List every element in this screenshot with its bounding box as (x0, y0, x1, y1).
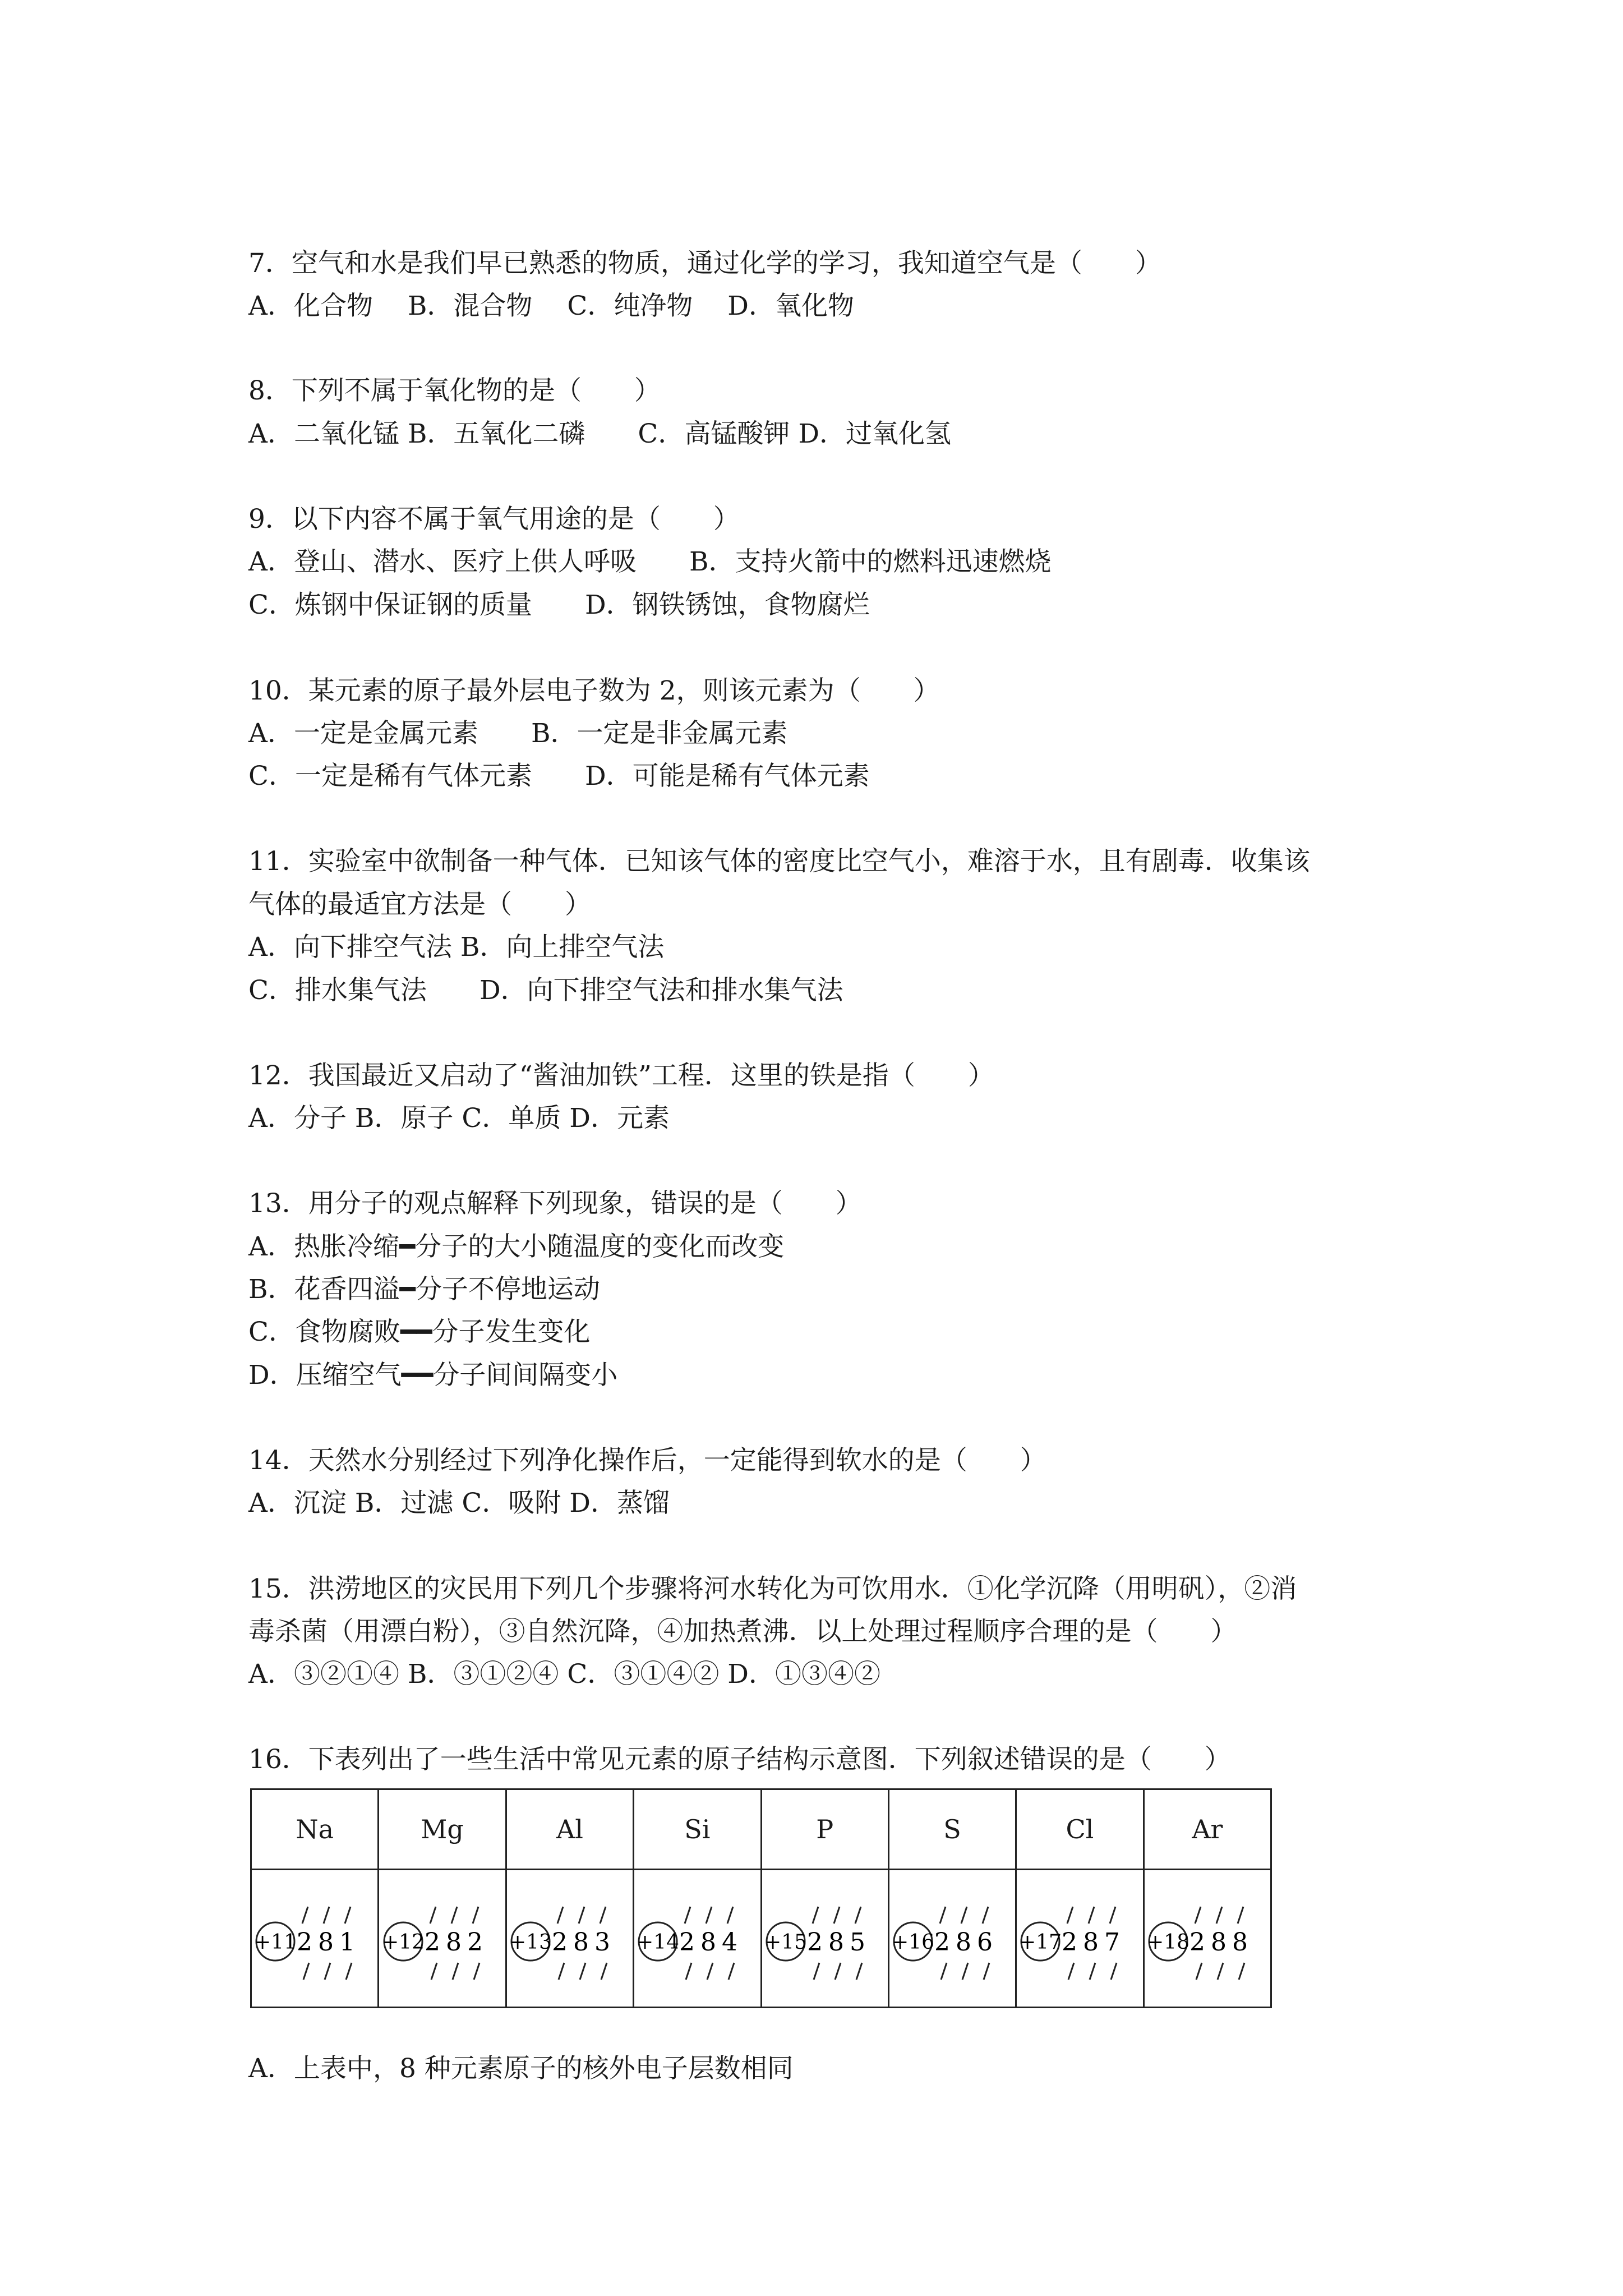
atom-structure-diagram (1018, 1874, 1141, 2003)
question-11-stem: 11．实验室中欲制备一种气体．已知该气体的密度比空气小，难溶于水，且有剧毒．收集该 (248, 846, 1310, 877)
atom-diagram-cell (1144, 1870, 1271, 2008)
electron-shell-arc-bottom (835, 1963, 841, 1980)
electron-shell-arc-bottom (686, 1963, 691, 1980)
atom-diagram-cell (1016, 1870, 1144, 2008)
question-10-options-ab: A．一定是金属元素 B．一定是非金属元素 (248, 718, 788, 749)
electron-count: 6 (977, 1927, 993, 1957)
electron-count: 2 (1062, 1927, 1078, 1957)
question-15-stem: 15．洪涝地区的灾民用下列几个步骤将河水转化为可饮用水．①化学沉降（用明矾），②消 (248, 1573, 1297, 1604)
electron-count: 2 (679, 1927, 695, 1957)
atom-structure-diagram (763, 1874, 887, 2003)
electron-shell-arc-bottom (856, 1963, 862, 1980)
nucleus-charge: +15 (764, 1930, 807, 1954)
electron-shell-arc-top (1195, 1907, 1201, 1924)
nucleus-charge: +14 (637, 1930, 680, 1954)
electron-shell-arc-bottom (1196, 1963, 1202, 1980)
electron-shell-arc-bottom (962, 1963, 968, 1980)
electron-shell-arc-top (345, 1907, 351, 1924)
electron-shell-arc-bottom (303, 1963, 309, 1980)
electron-count: 2 (297, 1927, 313, 1957)
electron-shell-arc-top (1238, 1907, 1243, 1924)
electron-count: 8 (1083, 1927, 1099, 1957)
question-11-options-ab: A．向下排空气法 B．向上排空气法 (248, 932, 665, 963)
question-14-stem: 14．天然水分别经过下列净化操作后，一定能得到软水的是（ ） (248, 1445, 1046, 1476)
atom-diagram-cell (888, 1870, 1016, 2008)
electron-shell-arc-top (1110, 1907, 1115, 1924)
electron-shell-arc-top (451, 1907, 457, 1924)
electron-shell-arc-bottom (984, 1963, 989, 1980)
question-15-options: A．③②①④ B．③①②④ C．③①④② D．①③④② (248, 1659, 880, 1690)
electron-count: 7 (1104, 1927, 1121, 1957)
question-11-stem-cont: 气体的最适宜方法是（ ） (248, 889, 591, 920)
atomic-structure-table (250, 1788, 1272, 2008)
electron-count: 2 (424, 1927, 440, 1957)
electron-shell-arc-bottom (346, 1963, 352, 1980)
nucleus-charge: +11 (254, 1930, 297, 1954)
electron-shell-arc-top (1216, 1907, 1222, 1924)
element-symbol: Cl (1016, 1789, 1144, 1870)
electron-shell-arc-top (302, 1907, 308, 1924)
electron-count: 8 (956, 1927, 972, 1957)
question-8-options: A．二氧化锰 B．五氧化二磷 C．高锰酸钾 D．过氧化氢 (248, 418, 952, 449)
electron-shell-arc-top (557, 1907, 563, 1924)
electron-count: 2 (934, 1927, 951, 1957)
electron-shell-arc-bottom (431, 1963, 437, 1980)
atom-diagram-cell (251, 1870, 379, 2008)
question-7-stem: 7．空气和水是我们早已熟悉的物质，通过化学的学习，我知道空气是（ ） (248, 248, 1161, 279)
electron-shell-arc-top (727, 1907, 733, 1924)
electron-shell-arc-top (940, 1907, 946, 1924)
atom-diagram-cell (379, 1870, 506, 2008)
question-8-stem: 8．下列不属于氧化物的是（ ） (248, 375, 661, 406)
atom-diagram-cell (634, 1870, 761, 2008)
question-16-option-a: A．上表中，8 种元素原子的核外电子层数相同 (248, 2053, 794, 2084)
electron-count: 2 (551, 1927, 568, 1957)
electron-shell-arc-bottom (814, 1963, 819, 1980)
question-13-option-a: A．热胀冷缩━分子的大小随温度的变化而改变 (248, 1231, 785, 1262)
electron-count: 2 (467, 1927, 483, 1957)
nucleus-charge: +12 (381, 1930, 425, 1954)
atom-structure-diagram (381, 1874, 504, 2003)
electron-shell-arc-top (685, 1907, 690, 1924)
question-13-stem: 13．用分子的观点解释下列现象，错误的是（ ） (248, 1188, 862, 1219)
question-7-options: A．化合物 B．混合物 C．纯净物 D．氧化物 (248, 291, 854, 321)
electron-shell-arc-bottom (1068, 1963, 1074, 1980)
electron-count: 8 (700, 1927, 717, 1957)
atom-structure-diagram (635, 1874, 759, 2003)
element-symbol-row (251, 1789, 1271, 1870)
electron-count: 2 (1189, 1927, 1205, 1957)
question-13-option-c: C．食物腐败━━分子发生变化 (248, 1317, 591, 1347)
electron-shell-arc-bottom (325, 1963, 330, 1980)
electron-shell-arc-bottom (941, 1963, 947, 1980)
electron-count: 8 (573, 1927, 589, 1957)
atom-structure-diagram (1146, 1874, 1269, 2003)
nucleus-charge: +13 (509, 1930, 552, 1954)
atom-diagram-cell (761, 1870, 888, 2008)
electron-shell-arc-top (579, 1907, 584, 1924)
atom-diagram-row (251, 1870, 1271, 2008)
electron-shell-arc-bottom (1218, 1963, 1223, 1980)
electron-shell-arc-top (961, 1907, 967, 1924)
question-11-options-cd: C．排水集气法 D．向下排空气法和排水集气法 (248, 975, 843, 1006)
question-12-options: A．分子 B．原子 C．单质 D．元素 (248, 1103, 670, 1134)
question-12-stem: 12．我国最近又启动了“酱油加铁”工程．这里的铁是指（ ） (248, 1060, 994, 1091)
question-13-option-d: D．压缩空气━━分子间间隔变小 (248, 1360, 618, 1391)
atom-diagram-cell (506, 1870, 633, 2008)
electron-count: 8 (828, 1927, 844, 1957)
electron-shell-arc-bottom (728, 1963, 734, 1980)
electron-shell-arc-top (983, 1907, 988, 1924)
electron-shell-arc-top (813, 1907, 818, 1924)
electron-count: 3 (594, 1927, 610, 1957)
electron-shell-arc-top (834, 1907, 840, 1924)
atom-structure-diagram (891, 1874, 1014, 2003)
electron-count: 4 (722, 1927, 738, 1957)
electron-shell-arc-bottom (474, 1963, 479, 1980)
electron-shell-arc-top (706, 1907, 712, 1924)
electron-shell-arc-bottom (1111, 1963, 1117, 1980)
element-symbol: Na (251, 1789, 379, 1870)
element-symbol: P (761, 1789, 888, 1870)
electron-shell-arc-top (1089, 1907, 1094, 1924)
electron-shell-arc-top (430, 1907, 436, 1924)
element-symbol: Si (634, 1789, 761, 1870)
electron-count: 8 (445, 1927, 462, 1957)
element-symbol: Al (506, 1789, 633, 1870)
atom-structure-diagram (253, 1874, 376, 2003)
electron-shell-arc-bottom (559, 1963, 564, 1980)
question-9-options-ab: A．登山、潜水、医疗上供人呼吸 B．支持火箭中的燃料迅速燃烧 (248, 546, 1052, 577)
electron-shell-arc-bottom (1239, 1963, 1244, 1980)
electron-count: 5 (849, 1927, 865, 1957)
electron-shell-arc-bottom (453, 1963, 458, 1980)
electron-count: 2 (806, 1927, 823, 1957)
nucleus-charge: +18 (1146, 1930, 1189, 1954)
electron-shell-arc-top (600, 1907, 606, 1924)
element-symbol: Mg (379, 1789, 506, 1870)
electron-count: 8 (318, 1927, 334, 1957)
electron-shell-arc-top (1067, 1907, 1073, 1924)
question-15-stem-cont: 毒杀菌（用漂白粉），③自然沉降，④加热煮沸．以上处理过程顺序合理的是（ ） (248, 1616, 1237, 1647)
nucleus-charge: +17 (1019, 1930, 1062, 1954)
electron-shell-arc-top (324, 1907, 329, 1924)
electron-shell-arc-bottom (580, 1963, 585, 1980)
question-16-stem: 16．下表列出了一些生活中常见元素的原子结构示意图．下列叙述错误的是（ ） (248, 1744, 1231, 1775)
question-9-options-cd: C．炼钢中保证钢的质量 D．钢铁锈蚀，食物腐烂 (248, 590, 870, 620)
electron-count: 8 (1210, 1927, 1227, 1957)
question-9-stem: 9．以下内容不属于氧气用途的是（ ） (248, 504, 740, 535)
electron-shell-arc-bottom (707, 1963, 713, 1980)
atom-structure-diagram (508, 1874, 631, 2003)
electron-shell-arc-top (855, 1907, 861, 1924)
element-symbol: Ar (1144, 1789, 1271, 1870)
electron-shell-arc-top (473, 1907, 478, 1924)
electron-count: 1 (339, 1927, 356, 1957)
element-symbol: S (888, 1789, 1016, 1870)
nucleus-charge: +16 (892, 1930, 935, 1954)
question-14-options: A．沉淀 B．过滤 C．吸附 D．蒸馏 (248, 1488, 670, 1519)
question-10-options-cd: C．一定是稀有气体元素 D．可能是稀有气体元素 (248, 761, 870, 792)
electron-count: 8 (1232, 1927, 1248, 1957)
question-13-option-b: B．花香四溢━分子不停地运动 (248, 1274, 600, 1305)
electron-shell-arc-bottom (601, 1963, 607, 1980)
electron-shell-arc-bottom (1090, 1963, 1095, 1980)
question-10-stem: 10．某元素的原子最外层电子数为 2，则该元素为（ ） (248, 675, 940, 706)
